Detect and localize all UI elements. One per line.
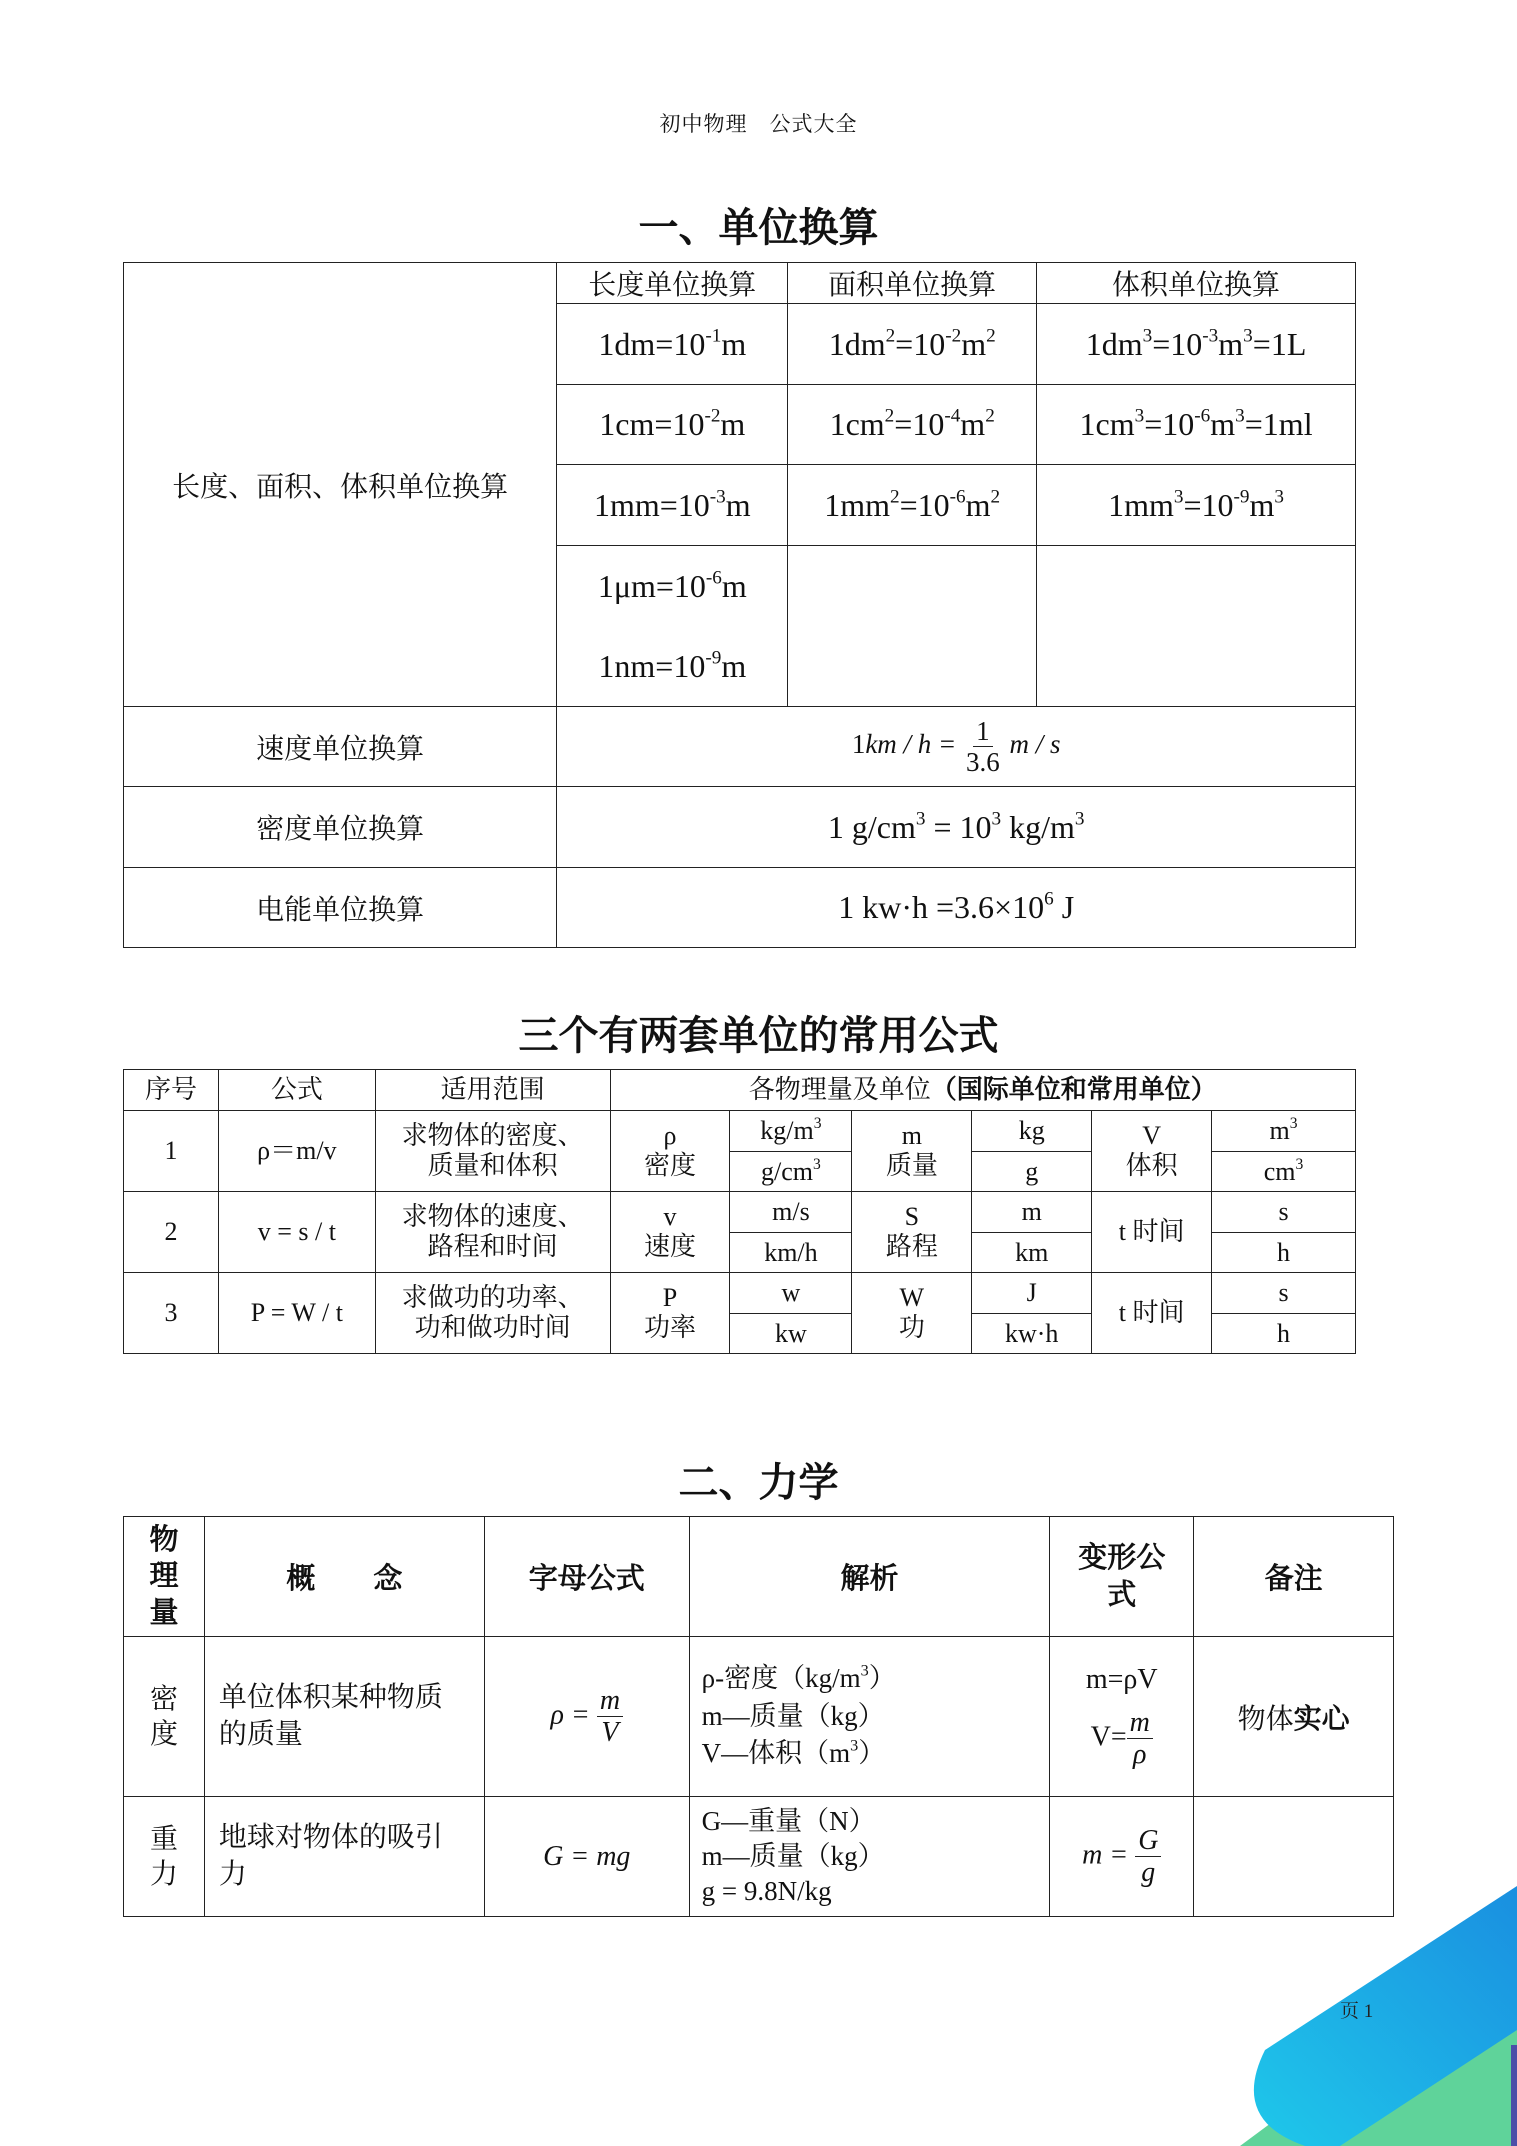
row-scope: 求物体的密度、 质量和体积 <box>375 1111 610 1192</box>
header-volume: 体积单位换算 <box>1037 263 1356 304</box>
area-dm: $1dm^2=10^{-2}m^2$ <box>788 304 1037 385</box>
row-q2: S 路程 <box>852 1192 972 1273</box>
volume-dm: $1dm^3=10^{-3}m^3=1L$ <box>1037 304 1356 385</box>
decorative-corner-graphic <box>1230 1880 1517 2146</box>
unit-common: $g/cm^3$ <box>730 1152 852 1192</box>
unit-common: h <box>1212 1314 1356 1354</box>
row-q1: ρ 密度 <box>610 1111 730 1192</box>
quantity-gravity: 重力 <box>124 1797 205 1917</box>
speed-label: 速度单位换算 <box>124 707 557 787</box>
concept-gravity: 地球对物体的吸引力 <box>204 1797 484 1917</box>
two-unit-formulas-table <box>123 1069 1356 1354</box>
header-quantity: 物理量 <box>124 1517 205 1637</box>
density-formula: 1 $g/cm^3 = 10^3$ $kg/m^3$ <box>557 787 1356 868</box>
speed-formula: 1km / h = $\frac{1}{3.6}$ m / s <box>557 707 1356 787</box>
formula-density: ρ = $\frac{m}{V}$ <box>484 1637 689 1797</box>
density-label: 密度单位换算 <box>124 787 557 868</box>
header-letter-formula: 字母公式 <box>484 1517 689 1637</box>
unit-si: m <box>972 1192 1092 1233</box>
analysis-gravity: G—重量（N） m—质量（kg） g = 9.8N/kg <box>689 1797 1050 1917</box>
length-cm: $1cm=10^{-2}m$ <box>557 385 788 465</box>
section-title-mechanics: 二、力学 <box>678 1460 839 1505</box>
row-no: 1 <box>124 1111 219 1192</box>
length-mm: $1mm=10^{-3}m$ <box>557 465 788 546</box>
row-formula: v = s / t <box>218 1192 375 1273</box>
header-analysis: 解析 <box>689 1517 1050 1637</box>
unit-si: J <box>972 1273 1092 1314</box>
length-dm: $1dm=10^{-1}m$ <box>557 304 788 385</box>
row-q1: P 功率 <box>610 1273 730 1354</box>
analysis-density: ρ-密度$(kg/m^3)$ m—质量（kg） V—体积$(m^3)$ <box>689 1637 1050 1797</box>
formula-gravity: G = mg <box>484 1797 689 1917</box>
section-title-two-unit-formulas: 三个有两套单位的常用公式 <box>518 1013 999 1058</box>
deco-purple-edge <box>1511 2045 1517 2146</box>
row-q2: W 功 <box>852 1273 972 1354</box>
row-q3: t 时间 <box>1092 1273 1212 1354</box>
unit-si: kg <box>972 1111 1092 1152</box>
unit-si: s <box>1212 1273 1356 1314</box>
header-no: 序号 <box>124 1070 219 1111</box>
area-empty <box>788 546 1037 707</box>
row-q2: m 质量 <box>852 1111 972 1192</box>
unit-common: h <box>1212 1233 1356 1273</box>
row-q3: t 时间 <box>1092 1192 1212 1273</box>
energy-label: 电能单位换算 <box>124 868 557 948</box>
mechanics-table <box>123 1516 1394 1917</box>
variant-density: m=ρV V= $\frac{m}{\rho}$ <box>1050 1637 1194 1797</box>
section-title-unit-conversion: 一、单位换算 <box>638 205 879 250</box>
unit-si: m/s <box>730 1192 852 1233</box>
header-scope: 适用范围 <box>375 1070 610 1111</box>
row-formula: ρ＝m/v <box>218 1111 375 1192</box>
unit-conversion-table <box>123 262 1356 948</box>
header-concept: 概 念 <box>204 1517 484 1637</box>
unit-si: $kg/m^3$ <box>730 1111 852 1152</box>
row-label-length-area-volume: 长度、面积、体积单位换算 <box>124 263 557 707</box>
row-formula: P = W / t <box>218 1273 375 1354</box>
area-cm: $1cm^2=10^{-4}m^2$ <box>788 385 1037 465</box>
unit-common: g <box>972 1152 1092 1192</box>
row-q3: V 体积 <box>1092 1111 1212 1192</box>
row-no: 3 <box>124 1273 219 1354</box>
header-note: 备注 <box>1194 1517 1394 1637</box>
volume-cm: $1cm^3=10^{-6}m^3=1ml$ <box>1037 385 1356 465</box>
length-um-nm: $1\mu m=10^{-6}m$ $1nm=10^{-9}m$ <box>557 546 788 707</box>
header-formula: 公式 <box>218 1070 375 1111</box>
document-header: 初中物理 公式大全 <box>659 112 858 136</box>
header-area: 面积单位换算 <box>788 263 1037 304</box>
area-mm: $1mm^2=10^{-6}m^2$ <box>788 465 1037 546</box>
header-variant-formula: 变形公式 <box>1050 1517 1194 1637</box>
row-no: 2 <box>124 1192 219 1273</box>
unit-common: kw <box>730 1314 852 1354</box>
unit-common: km <box>972 1233 1092 1273</box>
unit-common: km/h <box>730 1233 852 1273</box>
row-scope: 求做功的功率、 功和做功时间 <box>375 1273 610 1354</box>
concept-density: 单位体积某种物质的质量 <box>204 1637 484 1797</box>
row-q1: v 速度 <box>610 1192 730 1273</box>
volume-empty <box>1037 546 1356 707</box>
header-length: 长度单位换算 <box>557 263 788 304</box>
unit-common: $cm^3$ <box>1212 1152 1356 1192</box>
energy-formula: 1 $kw\cdot h =3.6\times 10^6$ J <box>557 868 1356 948</box>
header-quantities: 各物理量及单位（国际单位和常用单位） <box>610 1070 1355 1111</box>
note-density: 物体实心 <box>1194 1637 1394 1797</box>
unit-si: $m^3$ <box>1212 1111 1356 1152</box>
quantity-density: 密度 <box>124 1637 205 1797</box>
unit-si: w <box>730 1273 852 1314</box>
unit-common: kw·h <box>972 1314 1092 1354</box>
unit-si: s <box>1212 1192 1356 1233</box>
row-scope: 求物体的速度、 路程和时间 <box>375 1192 610 1273</box>
page-number: 页 1 <box>1340 2001 1374 2022</box>
variant-gravity: m = $\frac{G}{g}$ <box>1050 1797 1194 1917</box>
volume-mm: $1mm^3=10^{-9}m^3$ <box>1037 465 1356 546</box>
